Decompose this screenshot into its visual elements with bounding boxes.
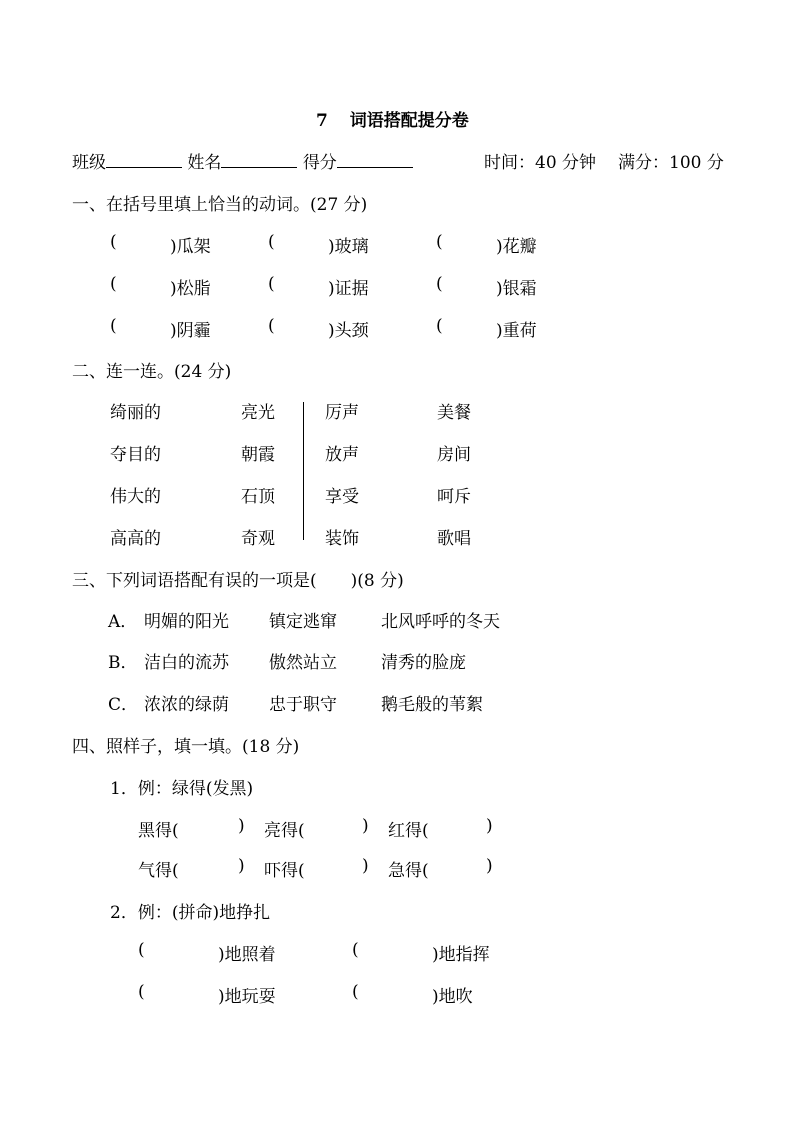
section4-heading: 四、照样子，填一填。(18 分) [72, 737, 300, 757]
fill-prefix: 红得( [388, 821, 429, 841]
match-word[interactable]: 呵斥 [437, 487, 471, 507]
open-paren: ( [352, 982, 359, 1002]
match-word[interactable]: 歌唱 [437, 529, 471, 549]
open-paren: ( [110, 316, 117, 336]
item-word: 花瓣 [502, 237, 537, 257]
item-word: 玻璃 [334, 237, 369, 257]
open-paren: ( [352, 940, 359, 960]
option-letter[interactable]: A． [108, 612, 138, 632]
q2-example: 2．例：(拼命)地挣扎 [110, 903, 271, 923]
open-paren: ( [138, 982, 145, 1002]
fill-prefix: 吓得( [264, 861, 305, 881]
match-word[interactable]: 装饰 [325, 529, 359, 549]
section3-heading-text: 三、下列词语搭配有误的一项是( [72, 571, 317, 591]
open-paren: ( [268, 316, 275, 336]
name-label: 姓名 [187, 153, 222, 173]
close-paren[interactable]: ) [362, 856, 369, 876]
item-word: 证据 [334, 279, 369, 299]
class-label: 班级 [72, 153, 106, 173]
item-word: 银霜 [502, 279, 537, 299]
open-paren: ( [268, 232, 275, 252]
fill-prefix: 黑得( [138, 821, 179, 841]
open-paren: ( [110, 232, 117, 252]
fill-prefix: 气得( [138, 861, 179, 881]
close-paren[interactable]: ) [238, 856, 245, 876]
fill-item[interactable]: )地玩耍 [218, 987, 276, 1007]
option-text: 镇定逃窜 [269, 612, 337, 632]
open-paren: ( [436, 232, 443, 252]
match-word[interactable]: 夺目的 [110, 445, 161, 465]
open-paren: ( [436, 316, 443, 336]
q1-example: 1．例：绿得(发黑) [110, 779, 254, 799]
score-label: 得分 [302, 153, 337, 173]
score-field[interactable] [337, 151, 413, 168]
item-word: 地吹 [438, 987, 473, 1007]
close-paren[interactable]: ) [362, 816, 369, 836]
fill-item[interactable]: )银霜 [496, 279, 537, 299]
item-word: 瓜架 [176, 237, 211, 257]
section3-heading-score: )(8 分) [350, 571, 404, 591]
fill-item[interactable]: )证据 [328, 279, 369, 299]
fill-prefix: 亮得( [264, 821, 305, 841]
fill-item[interactable]: )花瓣 [496, 237, 537, 257]
match-word[interactable]: 亮光 [241, 403, 275, 423]
option-text: 清秀的脸庞 [381, 653, 466, 673]
fill-item[interactable]: )重荷 [496, 321, 537, 341]
fill-prefix: 急得( [388, 861, 429, 881]
open-paren: ( [138, 940, 145, 960]
match-word[interactable]: 放声 [325, 445, 359, 465]
item-word: 地玩耍 [224, 987, 276, 1007]
close-paren[interactable]: ) [486, 856, 493, 876]
match-word[interactable]: 厉声 [325, 403, 359, 423]
item-word: 松脂 [176, 279, 211, 299]
fill-item[interactable]: )阴霾 [170, 321, 211, 341]
item-word: 地指挥 [438, 945, 490, 965]
close-paren[interactable]: ) [486, 816, 493, 836]
match-word[interactable]: 石顶 [241, 487, 275, 507]
item-word: 地照着 [224, 945, 276, 965]
fill-item[interactable]: )瓜架 [170, 237, 211, 257]
title-text: 词语搭配提分卷 [349, 111, 469, 131]
section3-heading [72, 566, 404, 591]
fill-item[interactable]: )地照着 [218, 945, 276, 965]
full-score-info: 满分：100 分 [618, 153, 724, 173]
fill-item[interactable]: )地吹 [432, 987, 473, 1007]
option-text: 北风呼呼的冬天 [381, 612, 500, 632]
match-word[interactable]: 伟大的 [110, 487, 161, 507]
option-letter[interactable]: C． [108, 695, 139, 715]
match-word[interactable]: 享受 [325, 487, 359, 507]
section2-heading: 二、连一连。(24 分) [72, 362, 232, 382]
match-word[interactable]: 美餐 [437, 403, 471, 423]
option-text: 明媚的阳光 [144, 612, 229, 632]
student-info-line [72, 148, 413, 173]
item-word: 头颈 [334, 321, 369, 341]
title-number: 7 [316, 111, 328, 131]
option-text: 洁白的流苏 [144, 653, 229, 673]
class-field[interactable] [106, 151, 182, 168]
item-word: 重荷 [502, 321, 537, 341]
page-title [316, 106, 469, 131]
fill-item[interactable]: )松脂 [170, 279, 211, 299]
open-paren: ( [268, 274, 275, 294]
match-word[interactable]: 绮丽的 [110, 403, 161, 423]
section1-heading: 一、在括号里填上恰当的动词。(27 分) [72, 195, 368, 215]
option-letter[interactable]: B． [108, 653, 138, 673]
option-text: 浓浓的绿荫 [144, 695, 229, 715]
match-word[interactable]: 房间 [437, 445, 471, 465]
fill-item[interactable]: )玻璃 [328, 237, 369, 257]
open-paren: ( [436, 274, 443, 294]
match-word[interactable]: 朝霞 [241, 445, 275, 465]
close-paren[interactable]: ) [238, 816, 245, 836]
match-word[interactable]: 奇观 [241, 529, 275, 549]
option-text: 鹅毛般的苇絮 [381, 695, 483, 715]
match-word[interactable]: 高高的 [110, 529, 161, 549]
fill-item[interactable]: )地指挥 [432, 945, 490, 965]
name-field[interactable] [221, 151, 297, 168]
column-divider [303, 402, 304, 540]
item-word: 阴霾 [176, 321, 211, 341]
option-text: 傲然站立 [269, 653, 337, 673]
time-info: 时间：40 分钟 [484, 153, 597, 173]
fill-item[interactable]: )头颈 [328, 321, 369, 341]
open-paren: ( [110, 274, 117, 294]
option-text: 忠于职守 [269, 695, 337, 715]
